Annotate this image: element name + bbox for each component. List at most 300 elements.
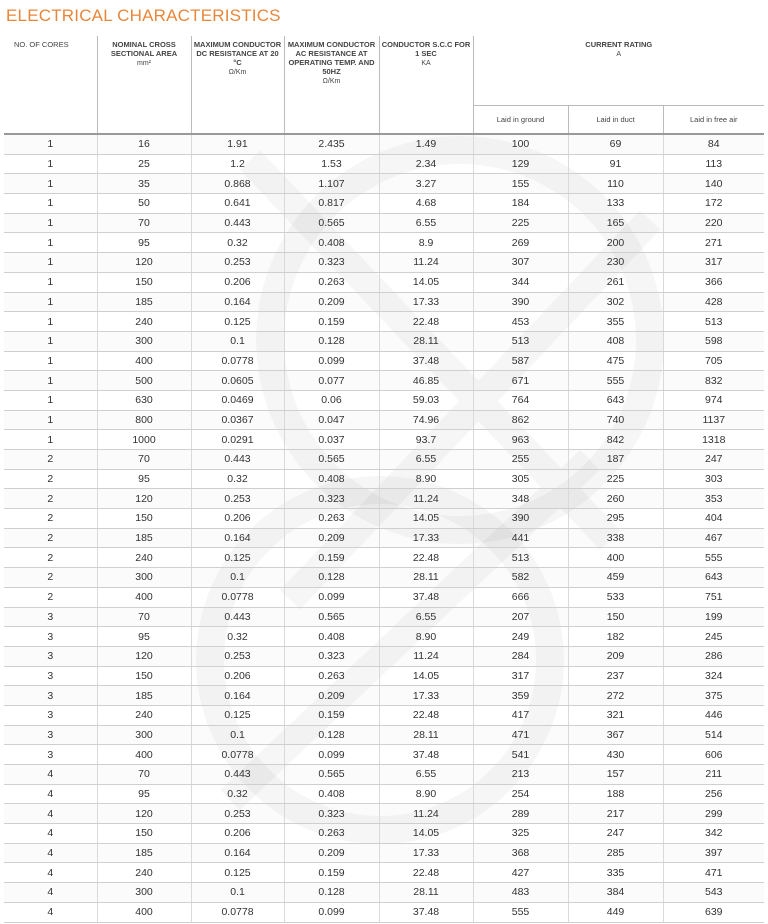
cell-dc-resistance: 0.253: [191, 646, 284, 666]
cell-laid-in-free-air: 832: [663, 371, 764, 391]
cell-scc: 37.48: [379, 745, 473, 765]
cell-laid-in-duct: 302: [568, 292, 663, 312]
cell-cores: 3: [4, 725, 97, 745]
cell-laid-in-duct: 430: [568, 745, 663, 765]
cell-scc: 4.68: [379, 194, 473, 214]
table-body: [4, 134, 764, 922]
cell-laid-in-free-air: 324: [663, 666, 764, 686]
cell-laid-in-duct: 150: [568, 607, 663, 627]
cell-dc-resistance: 0.164: [191, 292, 284, 312]
cell-laid-in-ground: 269: [473, 233, 568, 253]
cell-scc: 2.34: [379, 154, 473, 174]
cell-laid-in-ground: 671: [473, 371, 568, 391]
cell-ac-resistance: 0.159: [284, 705, 379, 725]
cell-area: 95: [97, 233, 191, 253]
table-row: [4, 883, 764, 903]
cell-laid-in-ground: 307: [473, 253, 568, 273]
cell-scc: 6.55: [379, 450, 473, 470]
cell-laid-in-duct: 555: [568, 371, 663, 391]
cell-area: 185: [97, 686, 191, 706]
cell-laid-in-duct: 355: [568, 312, 663, 332]
cell-laid-in-free-air: 375: [663, 686, 764, 706]
cell-scc: 6.55: [379, 765, 473, 785]
cell-laid-in-duct: 400: [568, 548, 663, 568]
table-row: [4, 646, 764, 666]
cell-scc: 28.11: [379, 331, 473, 351]
cell-scc: 17.33: [379, 686, 473, 706]
table-row: [4, 804, 764, 824]
cell-ac-resistance: 0.128: [284, 331, 379, 351]
table-row: [4, 489, 764, 509]
cell-cores: 1: [4, 410, 97, 430]
cell-scc: 37.48: [379, 587, 473, 607]
cell-area: 800: [97, 410, 191, 430]
cell-scc: 28.11: [379, 883, 473, 903]
table-row: [4, 312, 764, 332]
cell-cores: 2: [4, 469, 97, 489]
cell-laid-in-ground: 184: [473, 194, 568, 214]
cell-laid-in-free-air: 705: [663, 351, 764, 371]
cell-laid-in-ground: 317: [473, 666, 568, 686]
cell-ac-resistance: 0.263: [284, 666, 379, 686]
cell-laid-in-ground: 255: [473, 450, 568, 470]
cell-laid-in-ground: 129: [473, 154, 568, 174]
cell-ac-resistance: 0.408: [284, 627, 379, 647]
cell-ac-resistance: 0.263: [284, 509, 379, 529]
cell-scc: 6.55: [379, 607, 473, 627]
cell-ac-resistance: 0.565: [284, 607, 379, 627]
cell-dc-resistance: 0.206: [191, 272, 284, 292]
table-row: [4, 745, 764, 765]
cell-scc: 3.27: [379, 174, 473, 194]
cell-laid-in-ground: 325: [473, 824, 568, 844]
table-row: [4, 450, 764, 470]
table-row: [4, 233, 764, 253]
cell-dc-resistance: 0.1: [191, 725, 284, 745]
cell-laid-in-duct: 285: [568, 843, 663, 863]
cell-cores: 1: [4, 272, 97, 292]
cell-laid-in-free-air: 211: [663, 765, 764, 785]
cell-cores: 2: [4, 528, 97, 548]
cell-scc: 74.96: [379, 410, 473, 430]
cell-laid-in-duct: 338: [568, 528, 663, 548]
cell-dc-resistance: 0.443: [191, 450, 284, 470]
cell-cores: 1: [4, 134, 97, 154]
cell-ac-resistance: 2.435: [284, 134, 379, 154]
cell-laid-in-free-air: 271: [663, 233, 764, 253]
cell-ac-resistance: 0.323: [284, 253, 379, 273]
cell-dc-resistance: 0.125: [191, 312, 284, 332]
cell-area: 500: [97, 371, 191, 391]
table-row: [4, 430, 764, 450]
cell-laid-in-free-air: 317: [663, 253, 764, 273]
cell-cores: 2: [4, 587, 97, 607]
cell-ac-resistance: 1.107: [284, 174, 379, 194]
cell-dc-resistance: 0.125: [191, 705, 284, 725]
table-row: [4, 902, 764, 922]
cell-area: 120: [97, 253, 191, 273]
cell-scc: 11.24: [379, 489, 473, 509]
cell-area: 95: [97, 784, 191, 804]
cell-ac-resistance: 0.263: [284, 272, 379, 292]
cell-area: 50: [97, 194, 191, 214]
cell-laid-in-free-air: 643: [663, 568, 764, 588]
cell-scc: 11.24: [379, 804, 473, 824]
cell-laid-in-duct: 533: [568, 587, 663, 607]
cell-cores: 3: [4, 686, 97, 706]
cell-area: 300: [97, 568, 191, 588]
cell-laid-in-duct: 91: [568, 154, 663, 174]
cell-dc-resistance: 0.32: [191, 233, 284, 253]
cell-dc-resistance: 0.125: [191, 863, 284, 883]
table-row: [4, 627, 764, 647]
cell-scc: 22.48: [379, 863, 473, 883]
cell-laid-in-duct: 643: [568, 390, 663, 410]
cell-laid-in-ground: 963: [473, 430, 568, 450]
cell-laid-in-duct: 842: [568, 430, 663, 450]
cell-area: 95: [97, 469, 191, 489]
cell-cores: 1: [4, 194, 97, 214]
cell-laid-in-duct: 247: [568, 824, 663, 844]
cell-laid-in-duct: 110: [568, 174, 663, 194]
cell-dc-resistance: 0.253: [191, 489, 284, 509]
cell-area: 300: [97, 331, 191, 351]
cell-laid-in-free-air: 404: [663, 509, 764, 529]
cell-area: 185: [97, 528, 191, 548]
cell-ac-resistance: 0.128: [284, 568, 379, 588]
cell-laid-in-ground: 471: [473, 725, 568, 745]
cell-dc-resistance: 0.0778: [191, 351, 284, 371]
cell-laid-in-ground: 344: [473, 272, 568, 292]
cell-scc: 14.05: [379, 509, 473, 529]
table-row: [4, 390, 764, 410]
table-row: [4, 253, 764, 273]
cell-dc-resistance: 0.206: [191, 824, 284, 844]
cell-ac-resistance: 0.128: [284, 883, 379, 903]
cell-cores: 2: [4, 450, 97, 470]
cell-cores: 1: [4, 390, 97, 410]
cell-area: 240: [97, 705, 191, 725]
table-row: [4, 351, 764, 371]
cell-laid-in-ground: 666: [473, 587, 568, 607]
cell-area: 400: [97, 745, 191, 765]
cell-area: 630: [97, 390, 191, 410]
cell-cores: 4: [4, 902, 97, 922]
cell-laid-in-duct: 260: [568, 489, 663, 509]
cell-scc: 17.33: [379, 292, 473, 312]
cell-laid-in-duct: 69: [568, 134, 663, 154]
table-row: [4, 784, 764, 804]
cell-laid-in-ground: 213: [473, 765, 568, 785]
cell-scc: 22.48: [379, 705, 473, 725]
cell-cores: 3: [4, 666, 97, 686]
header-dc-resistance: MAXIMUM CONDUCTOR DC RESISTANCE AT 20 °C Ω/Km: [191, 36, 284, 134]
cell-cores: 1: [4, 292, 97, 312]
cell-laid-in-free-air: 397: [663, 843, 764, 863]
table-row: [4, 705, 764, 725]
cell-ac-resistance: 0.099: [284, 351, 379, 371]
cell-laid-in-duct: 200: [568, 233, 663, 253]
cell-laid-in-free-air: 366: [663, 272, 764, 292]
cell-area: 400: [97, 902, 191, 922]
cell-ac-resistance: 1.53: [284, 154, 379, 174]
cell-scc: 59.03: [379, 390, 473, 410]
cell-area: 120: [97, 489, 191, 509]
cell-cores: 1: [4, 174, 97, 194]
cell-cores: 1: [4, 351, 97, 371]
cell-dc-resistance: 0.0367: [191, 410, 284, 430]
cell-scc: 8.90: [379, 784, 473, 804]
cell-area: 185: [97, 292, 191, 312]
cell-dc-resistance: 0.868: [191, 174, 284, 194]
cell-laid-in-duct: 182: [568, 627, 663, 647]
cell-laid-in-ground: 348: [473, 489, 568, 509]
cell-ac-resistance: 0.209: [284, 686, 379, 706]
table-row: [4, 410, 764, 430]
cell-dc-resistance: 0.32: [191, 469, 284, 489]
cell-cores: 4: [4, 843, 97, 863]
cell-laid-in-ground: 305: [473, 469, 568, 489]
cell-laid-in-free-air: 199: [663, 607, 764, 627]
cell-laid-in-free-air: 471: [663, 863, 764, 883]
cell-laid-in-duct: 459: [568, 568, 663, 588]
table-row: [4, 194, 764, 214]
cell-laid-in-free-air: 543: [663, 883, 764, 903]
cell-area: 95: [97, 627, 191, 647]
header-laid-in-free-air: Laid in free air: [663, 106, 764, 135]
table-row: [4, 607, 764, 627]
table-row: [4, 666, 764, 686]
page-title: ELECTRICAL CHARACTERISTICS: [6, 6, 281, 25]
cell-cores: 4: [4, 883, 97, 903]
cell-laid-in-free-air: 113: [663, 154, 764, 174]
cell-dc-resistance: 0.253: [191, 253, 284, 273]
table-row: [4, 765, 764, 785]
cell-dc-resistance: 0.32: [191, 627, 284, 647]
cell-dc-resistance: 0.0291: [191, 430, 284, 450]
table-row: [4, 843, 764, 863]
cell-laid-in-duct: 321: [568, 705, 663, 725]
cell-laid-in-duct: 384: [568, 883, 663, 903]
cell-ac-resistance: 0.06: [284, 390, 379, 410]
header-laid-in-duct: Laid in duct: [568, 106, 663, 135]
table-row: [4, 528, 764, 548]
cell-area: 120: [97, 804, 191, 824]
cell-cores: 1: [4, 331, 97, 351]
cell-dc-resistance: 0.164: [191, 843, 284, 863]
cell-laid-in-duct: 217: [568, 804, 663, 824]
cell-scc: 11.24: [379, 646, 473, 666]
cell-scc: 14.05: [379, 666, 473, 686]
cell-laid-in-duct: 209: [568, 646, 663, 666]
table-row: [4, 725, 764, 745]
cell-ac-resistance: 0.263: [284, 824, 379, 844]
cell-ac-resistance: 0.037: [284, 430, 379, 450]
cell-laid-in-free-air: 514: [663, 725, 764, 745]
cell-ac-resistance: 0.159: [284, 312, 379, 332]
cell-laid-in-ground: 390: [473, 292, 568, 312]
cell-laid-in-duct: 335: [568, 863, 663, 883]
cell-dc-resistance: 0.0778: [191, 745, 284, 765]
header-area: NOMINAL CROSS SECTIONAL AREA mm²: [97, 36, 191, 134]
cell-ac-resistance: 0.565: [284, 213, 379, 233]
cell-dc-resistance: 0.1: [191, 331, 284, 351]
cell-ac-resistance: 0.323: [284, 489, 379, 509]
cell-laid-in-duct: 237: [568, 666, 663, 686]
electrical-characteristics-table: [4, 36, 764, 923]
cell-area: 120: [97, 646, 191, 666]
cell-dc-resistance: 0.125: [191, 548, 284, 568]
cell-dc-resistance: 0.443: [191, 213, 284, 233]
cell-laid-in-duct: 449: [568, 902, 663, 922]
cell-laid-in-free-air: 1137: [663, 410, 764, 430]
cell-cores: 4: [4, 784, 97, 804]
table-row: [4, 292, 764, 312]
cell-area: 1000: [97, 430, 191, 450]
cell-area: 70: [97, 765, 191, 785]
cell-laid-in-free-air: 220: [663, 213, 764, 233]
cell-dc-resistance: 0.1: [191, 568, 284, 588]
cell-dc-resistance: 0.32: [191, 784, 284, 804]
cell-laid-in-ground: 254: [473, 784, 568, 804]
cell-laid-in-free-air: 428: [663, 292, 764, 312]
cell-laid-in-ground: 764: [473, 390, 568, 410]
cell-ac-resistance: 0.408: [284, 469, 379, 489]
cell-scc: 14.05: [379, 824, 473, 844]
cell-area: 150: [97, 509, 191, 529]
cell-dc-resistance: 0.164: [191, 528, 284, 548]
cell-cores: 4: [4, 863, 97, 883]
cell-cores: 2: [4, 489, 97, 509]
cell-scc: 22.48: [379, 548, 473, 568]
cell-cores: 2: [4, 568, 97, 588]
cell-laid-in-ground: 513: [473, 331, 568, 351]
cell-scc: 46.85: [379, 371, 473, 391]
cell-laid-in-ground: 249: [473, 627, 568, 647]
cell-area: 400: [97, 587, 191, 607]
cell-laid-in-free-air: 1318: [663, 430, 764, 450]
cell-cores: 1: [4, 430, 97, 450]
cell-scc: 8.90: [379, 627, 473, 647]
cell-scc: 28.11: [379, 725, 473, 745]
cell-ac-resistance: 0.323: [284, 646, 379, 666]
header-cores: NO. OF CORES: [4, 36, 97, 134]
cell-dc-resistance: 0.443: [191, 607, 284, 627]
cell-area: 400: [97, 351, 191, 371]
cell-area: 240: [97, 548, 191, 568]
cell-dc-resistance: 0.1: [191, 883, 284, 903]
cell-ac-resistance: 0.817: [284, 194, 379, 214]
cell-area: 150: [97, 824, 191, 844]
cell-scc: 8.9: [379, 233, 473, 253]
table-row: [4, 331, 764, 351]
cell-laid-in-free-air: 555: [663, 548, 764, 568]
cell-ac-resistance: 0.099: [284, 902, 379, 922]
cell-laid-in-free-air: 84: [663, 134, 764, 154]
cell-cores: 1: [4, 213, 97, 233]
cell-scc: 11.24: [379, 253, 473, 273]
cell-laid-in-duct: 295: [568, 509, 663, 529]
cell-laid-in-duct: 157: [568, 765, 663, 785]
cell-laid-in-duct: 272: [568, 686, 663, 706]
cell-laid-in-ground: 483: [473, 883, 568, 903]
cell-laid-in-free-air: 513: [663, 312, 764, 332]
cell-laid-in-free-air: 172: [663, 194, 764, 214]
cell-laid-in-ground: 587: [473, 351, 568, 371]
cell-laid-in-free-air: 303: [663, 469, 764, 489]
cell-laid-in-free-air: 256: [663, 784, 764, 804]
header-laid-in-ground: Laid in ground: [473, 106, 568, 135]
cell-dc-resistance: 1.91: [191, 134, 284, 154]
cell-area: 300: [97, 883, 191, 903]
cell-laid-in-free-air: 974: [663, 390, 764, 410]
table-row: [4, 154, 764, 174]
cell-laid-in-free-air: 639: [663, 902, 764, 922]
cell-laid-in-free-air: 245: [663, 627, 764, 647]
cell-area: 25: [97, 154, 191, 174]
cell-laid-in-free-air: 140: [663, 174, 764, 194]
header-scc: CONDUCTOR S.C.C FOR 1 SEC KA: [379, 36, 473, 134]
cell-laid-in-free-air: 467: [663, 528, 764, 548]
cell-ac-resistance: 0.565: [284, 765, 379, 785]
cell-area: 70: [97, 450, 191, 470]
cell-laid-in-ground: 359: [473, 686, 568, 706]
cell-laid-in-ground: 289: [473, 804, 568, 824]
cell-scc: 37.48: [379, 351, 473, 371]
cell-laid-in-free-air: 606: [663, 745, 764, 765]
cell-laid-in-ground: 441: [473, 528, 568, 548]
cell-cores: 3: [4, 646, 97, 666]
cell-cores: 2: [4, 548, 97, 568]
cell-laid-in-ground: 417: [473, 705, 568, 725]
table-row: [4, 272, 764, 292]
cell-cores: 1: [4, 233, 97, 253]
cell-scc: 22.48: [379, 312, 473, 332]
cell-cores: 1: [4, 154, 97, 174]
cell-area: 150: [97, 272, 191, 292]
cell-ac-resistance: 0.128: [284, 725, 379, 745]
table-row: [4, 469, 764, 489]
cell-laid-in-ground: 284: [473, 646, 568, 666]
cell-laid-in-ground: 207: [473, 607, 568, 627]
cell-cores: 3: [4, 745, 97, 765]
cell-laid-in-duct: 133: [568, 194, 663, 214]
cell-scc: 37.48: [379, 902, 473, 922]
cell-laid-in-free-air: 342: [663, 824, 764, 844]
cell-dc-resistance: 0.641: [191, 194, 284, 214]
cell-laid-in-free-air: 598: [663, 331, 764, 351]
cell-cores: 3: [4, 627, 97, 647]
cell-dc-resistance: 0.164: [191, 686, 284, 706]
cell-laid-in-ground: 513: [473, 548, 568, 568]
table-row: [4, 371, 764, 391]
table-row: [4, 134, 764, 154]
cell-laid-in-duct: 367: [568, 725, 663, 745]
cell-cores: 1: [4, 371, 97, 391]
cell-ac-resistance: 0.099: [284, 587, 379, 607]
cell-scc: 8.90: [379, 469, 473, 489]
cell-laid-in-ground: 225: [473, 213, 568, 233]
cell-dc-resistance: 0.253: [191, 804, 284, 824]
cell-dc-resistance: 0.0778: [191, 587, 284, 607]
cell-area: 150: [97, 666, 191, 686]
cell-laid-in-free-air: 299: [663, 804, 764, 824]
cell-laid-in-ground: 155: [473, 174, 568, 194]
cell-laid-in-duct: 740: [568, 410, 663, 430]
cell-laid-in-ground: 541: [473, 745, 568, 765]
cell-cores: 1: [4, 312, 97, 332]
cell-area: 300: [97, 725, 191, 745]
